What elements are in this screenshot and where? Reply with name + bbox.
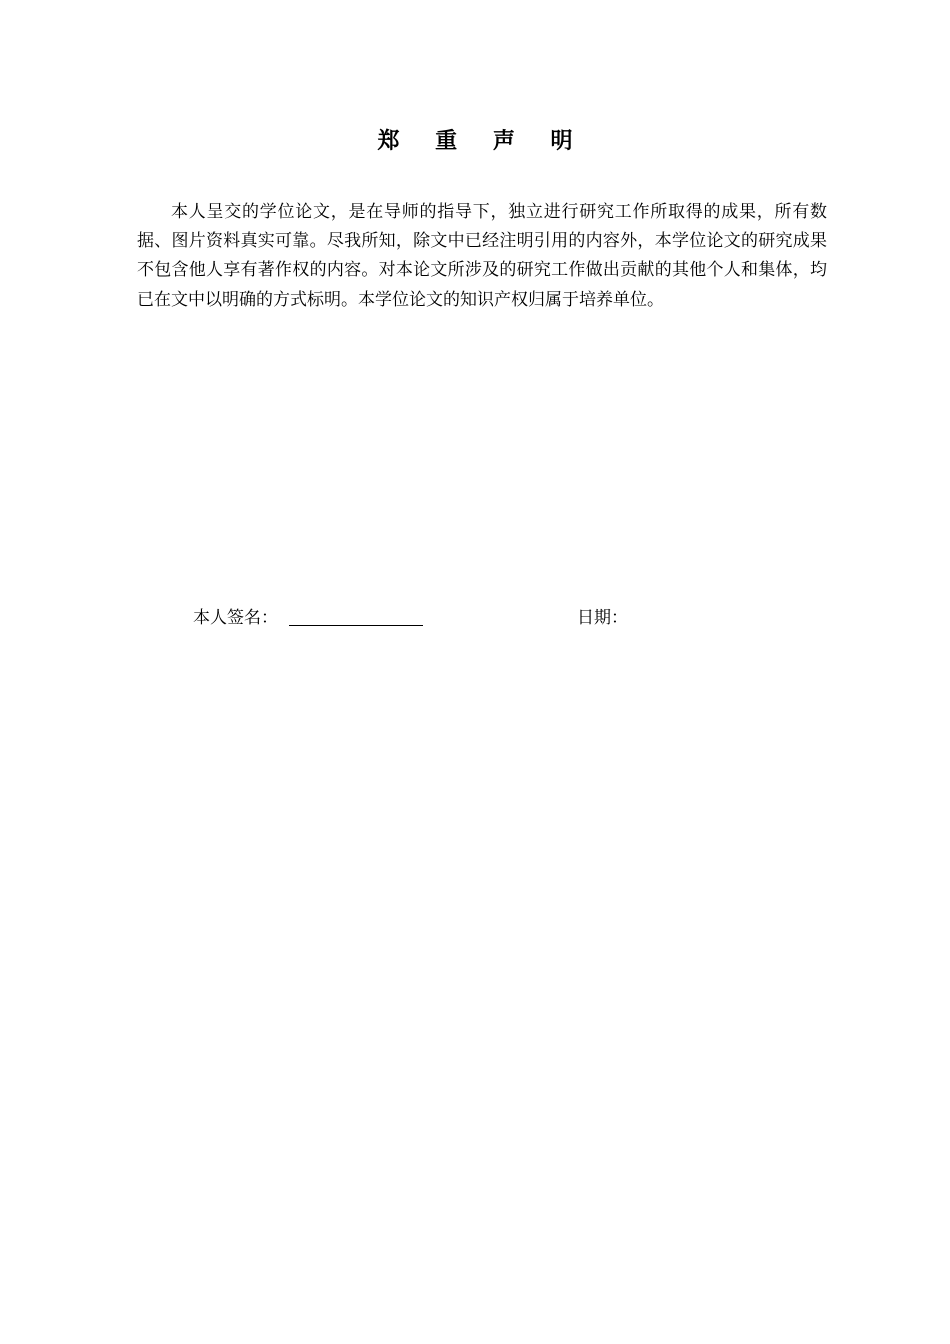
- signature-label: 本人签名：: [193, 608, 278, 628]
- signature-line: [289, 625, 423, 626]
- date-label: 日期：: [577, 608, 628, 628]
- page-title: 郑 重 声 明: [377, 129, 587, 154]
- declaration-paragraph: 本人呈交的学位论文，是在导师的指导下，独立进行研究工作所取得的成果，所有数据、图片资料真实可靠。尽我所知，除文中已经注明引用的内容外，本学位论文的研究成果不包含他人享有著作权的内容。对本论文所涉及的研究工作做出贡献的其他个人和集体，均已在文中以明确的方式标明。本学位论文的知识产权归属于培养单位。: [137, 202, 827, 310]
